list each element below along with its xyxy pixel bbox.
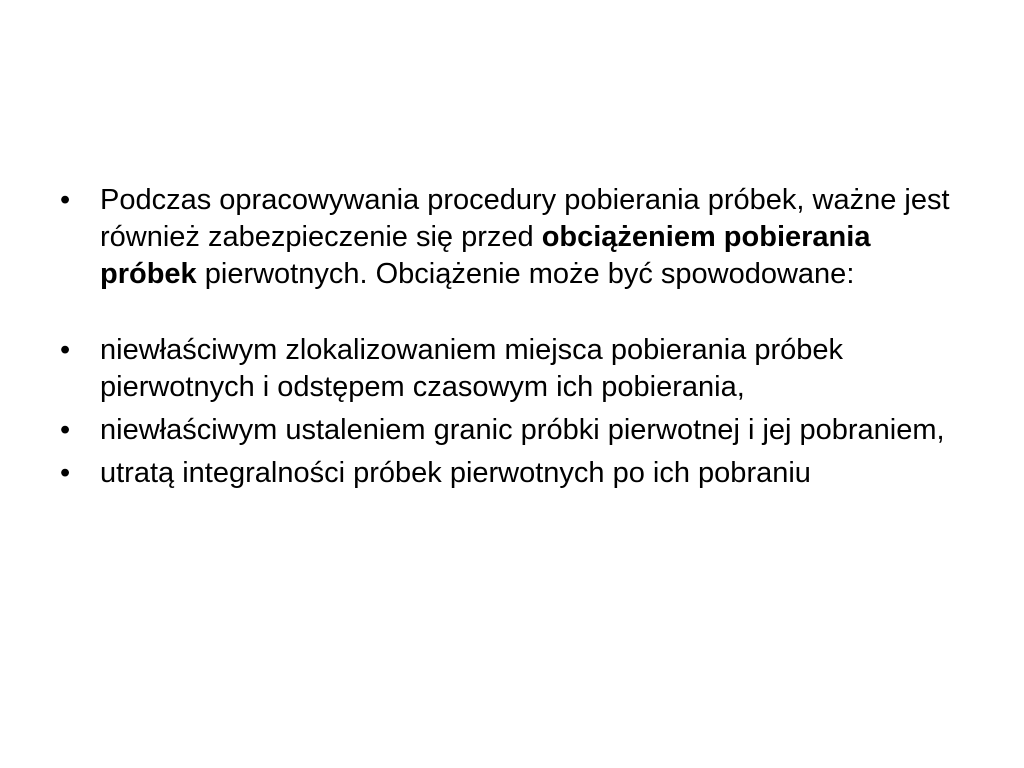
bullet-marker: • xyxy=(60,457,71,489)
location-text: niewłaściwym zlokalizowaniem miejsca pobierania próbek pierwotnych i odstępem czasowym ich pobierania, xyxy=(100,334,844,403)
intro-text-end: pierwotnych. Obciążenie może być spowodowane: xyxy=(196,258,855,290)
bullet-marker: • xyxy=(60,334,71,366)
boundaries-text: niewłaściwym ustaleniem granic próbki pierwotnej i jej pobraniem, xyxy=(100,414,945,446)
bullet-item-location xyxy=(60,332,960,406)
bullet-marker: • xyxy=(60,414,71,446)
integrity-text: utratą integralności próbek pierwotnych po ich pobraniu xyxy=(100,457,811,489)
bullet-item-integrity xyxy=(60,455,960,492)
bullet-list xyxy=(60,182,960,492)
bullet-item-boundaries xyxy=(60,412,960,449)
bullet-marker: • xyxy=(60,184,71,216)
bullet-item-intro xyxy=(60,182,960,293)
intro-text-bold: obciążeniem pobierania próbek xyxy=(100,221,871,290)
intro-text-start: Podczas opracowywania procedury pobierania próbek, ważne jest również zabezpieczenie się przed xyxy=(100,184,950,253)
